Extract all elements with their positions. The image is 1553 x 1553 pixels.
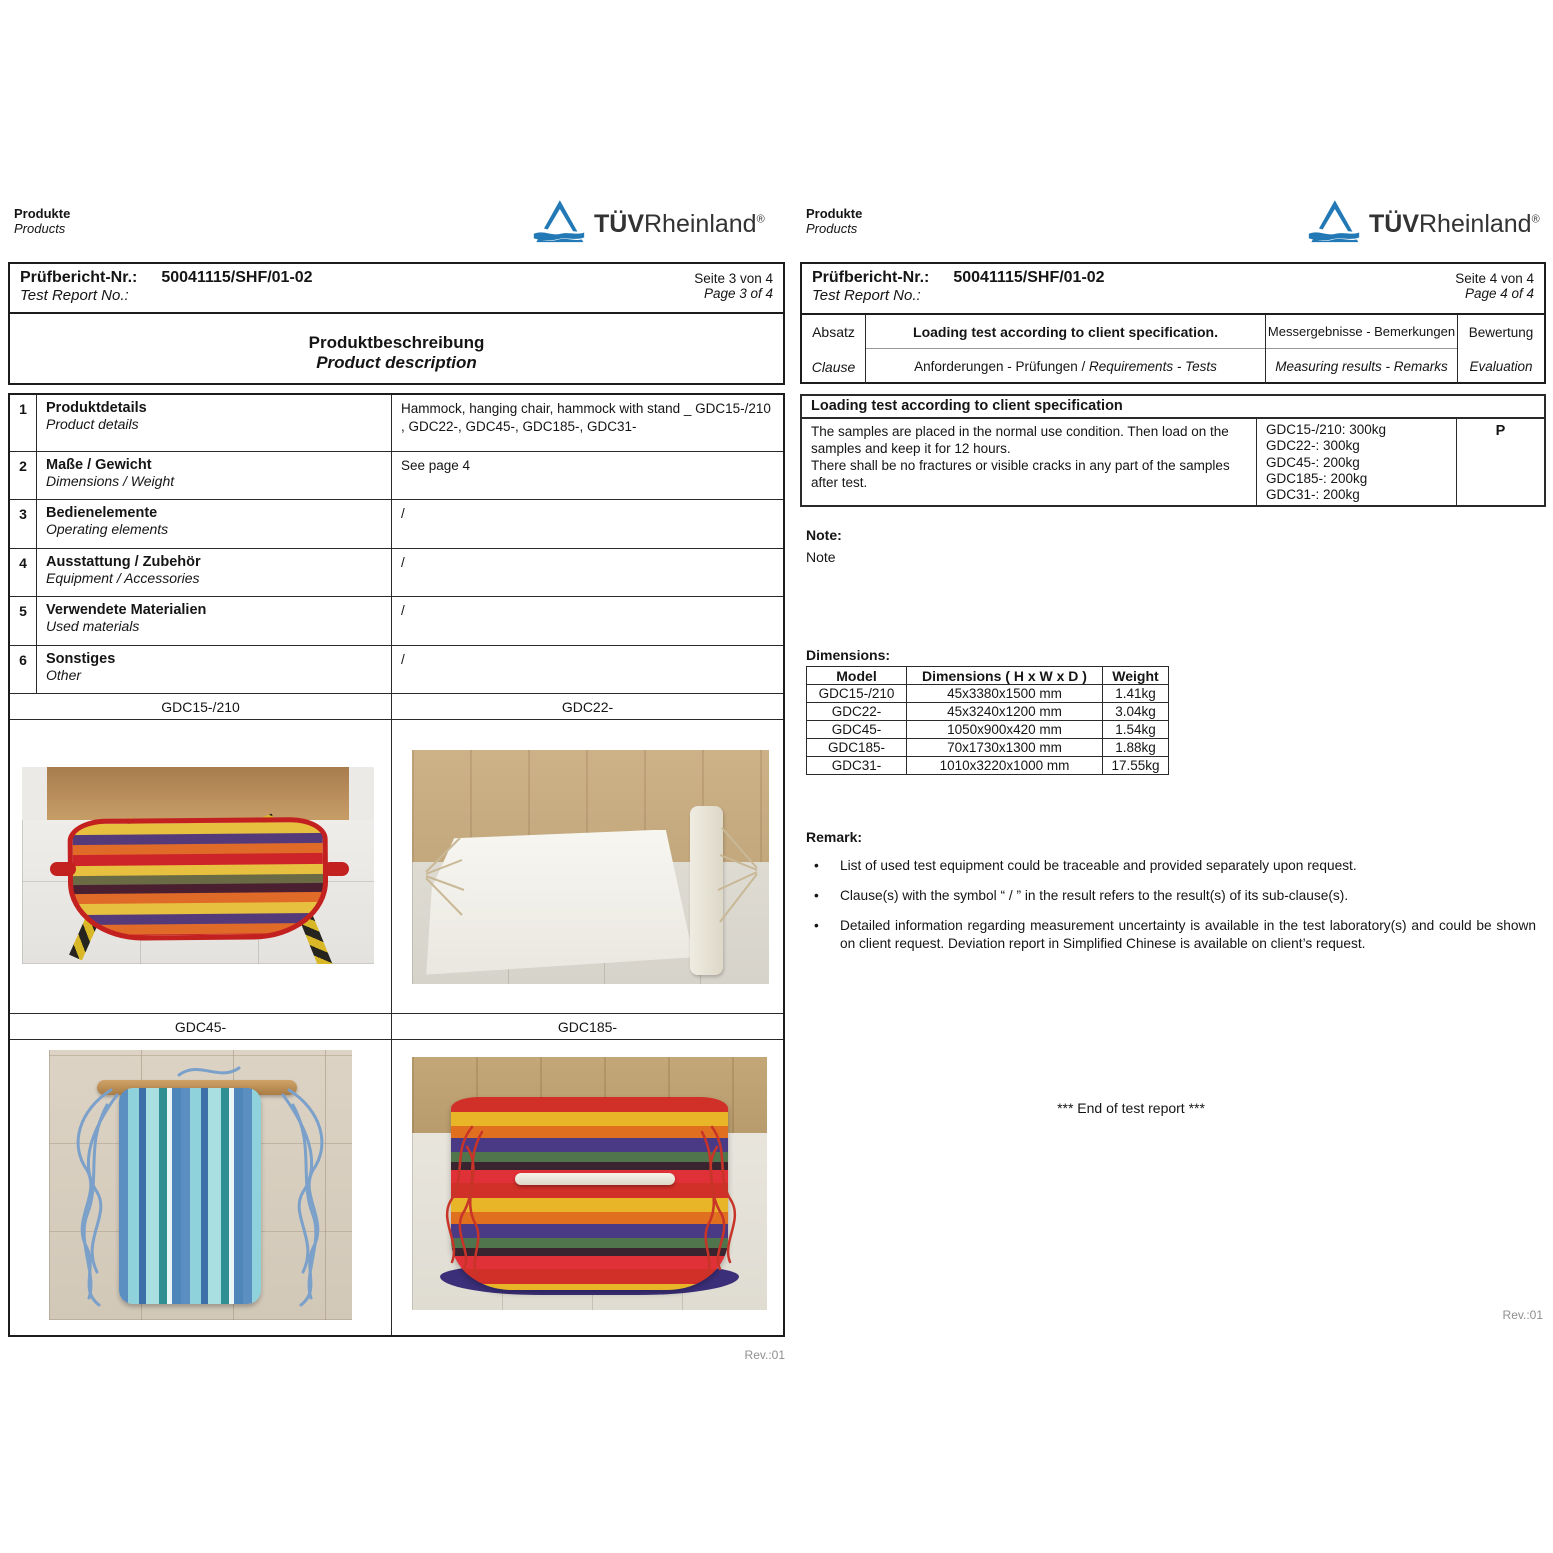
produkte-label: Produkte bbox=[14, 206, 71, 221]
cell-model: GDC185- bbox=[807, 739, 907, 757]
row-label-en: Operating elements bbox=[46, 521, 169, 537]
photo-gdc185-hammock bbox=[412, 1057, 767, 1310]
requirements-de: Anforderungen - Prüfungen / bbox=[914, 359, 1086, 374]
page-indicator bbox=[1455, 269, 1534, 309]
logo-rheinland: Rheinland bbox=[644, 210, 757, 238]
page4-header-box bbox=[800, 262, 1546, 384]
row-number: 5 bbox=[10, 597, 37, 645]
logo-wordmark bbox=[594, 210, 765, 239]
column-measuring-results bbox=[1266, 315, 1458, 384]
report-number: 50041115/SHF/01-02 bbox=[953, 269, 1105, 286]
row-value: / bbox=[401, 555, 405, 570]
page3-corner-label bbox=[14, 206, 70, 236]
remark-list bbox=[806, 857, 1536, 965]
remark-text: Detailed information regarding measurement uncertainty is available in the test laboratory(s) and could be shown on client request. Deviation report in Simplified Chinese is available on client’s request. bbox=[840, 918, 1536, 952]
cell-dimensions: 1010x3220x1000 mm bbox=[907, 757, 1103, 775]
requirements-en: Requirements - Tests bbox=[1089, 359, 1217, 374]
row-label-de: Sonstiges bbox=[46, 651, 116, 667]
page-indicator-de: Seite 4 von 4 bbox=[1455, 271, 1534, 286]
loading-test-title: Loading test according to client specification bbox=[802, 396, 1544, 419]
col-header-model: Model bbox=[807, 667, 907, 685]
test-criteria-text: There shall be no fractures or visible cracks in any part of the samples after test. bbox=[811, 458, 1230, 491]
end-of-report-text: *** End of test report *** bbox=[1057, 1100, 1205, 1116]
photo-gdc22-hammock bbox=[412, 750, 769, 984]
row-value: Hammock, hanging chair, hammock with stand _ GDC15-/210 , GDC22-, GDC45-, GDC185-, GDC31- bbox=[401, 401, 771, 435]
bullet-icon: • bbox=[814, 918, 819, 934]
row-value: / bbox=[401, 506, 405, 521]
cell-weight: 1.88kg bbox=[1103, 739, 1169, 757]
dimensions-table bbox=[806, 666, 1169, 775]
photo-caption-row bbox=[10, 1014, 783, 1040]
row-label-de: Verwendete Materialien bbox=[46, 602, 207, 618]
red-ropes bbox=[412, 1057, 767, 1310]
logo-tuv: TÜV bbox=[1369, 210, 1419, 238]
cell-weight: 3.04kg bbox=[1103, 703, 1169, 721]
tuv-triangle-icon bbox=[1308, 197, 1360, 252]
photo-gdc45-hanging-chair bbox=[49, 1050, 352, 1320]
photo-caption-gdc15: GDC15-/210 bbox=[10, 694, 392, 719]
loading-test-body bbox=[802, 419, 1544, 507]
page3-report-row bbox=[10, 264, 783, 314]
loading-test-results bbox=[1257, 419, 1457, 507]
photo-row-bottom bbox=[10, 1040, 783, 1335]
result-line: GDC22-: 300kg bbox=[1266, 438, 1360, 454]
page4-revision-label: Rev.:01 bbox=[1502, 1308, 1543, 1322]
result-line: GDC15-/210: 300kg bbox=[1266, 422, 1387, 437]
logo-tuv: TÜV bbox=[594, 210, 644, 238]
remark-item bbox=[806, 917, 1536, 953]
products-label: Products bbox=[806, 221, 858, 236]
row-label-de: Maße / Gewicht bbox=[46, 457, 152, 473]
remark-item bbox=[806, 887, 1536, 905]
bullet-icon: • bbox=[814, 858, 819, 873]
cell-dimensions: 45x3380x1500 mm bbox=[907, 685, 1103, 703]
table-row bbox=[807, 721, 1169, 739]
report-label-de: Prüfbericht-Nr.: bbox=[812, 269, 930, 286]
evaluation-header-en: Evaluation bbox=[1469, 359, 1533, 374]
row-value: / bbox=[401, 652, 405, 667]
registered-mark: ® bbox=[1531, 213, 1540, 226]
photo-cell-gdc22 bbox=[392, 720, 783, 1013]
registered-mark: ® bbox=[756, 213, 765, 226]
row-label-de: Ausstattung / Zubehör bbox=[46, 554, 201, 570]
page3-title-block bbox=[10, 314, 783, 373]
row-number: 3 bbox=[10, 500, 37, 548]
absatz-header: Absatz bbox=[812, 324, 855, 340]
table-row bbox=[807, 703, 1169, 721]
page-indicator-en: Page 3 of 4 bbox=[703, 286, 773, 301]
hammock-loop bbox=[323, 862, 349, 876]
product-description-table bbox=[8, 393, 785, 1337]
photo-caption-row bbox=[10, 694, 783, 720]
page-indicator bbox=[694, 269, 773, 308]
loading-test-description bbox=[802, 419, 1257, 507]
col-header-dimensions: Dimensions ( H x W x D ) bbox=[907, 667, 1103, 685]
table-row bbox=[807, 739, 1169, 757]
column-test-title bbox=[866, 315, 1266, 384]
loading-test-header: Loading test according to client specification. bbox=[866, 315, 1265, 349]
page-indicator-de: Seite 3 von 4 bbox=[694, 271, 773, 286]
photo-cell-gdc45 bbox=[10, 1040, 392, 1335]
row-number: 6 bbox=[10, 646, 37, 693]
table-row bbox=[807, 757, 1169, 775]
row-label-en: Dimensions / Weight bbox=[46, 473, 175, 489]
cell-dimensions: 1050x900x420 mm bbox=[907, 721, 1103, 739]
page-indicator-en: Page 4 of 4 bbox=[1464, 286, 1534, 301]
row-label bbox=[37, 597, 392, 645]
row-label-en: Used materials bbox=[46, 618, 140, 634]
hammock-ropes bbox=[412, 750, 769, 984]
cell-model: GDC31- bbox=[807, 757, 907, 775]
column-evaluation bbox=[1458, 315, 1544, 384]
table-row bbox=[807, 685, 1169, 703]
tuv-triangle-icon bbox=[533, 197, 585, 252]
wood-wall bbox=[47, 767, 350, 820]
cell-weight: 1.41kg bbox=[1103, 685, 1169, 703]
products-label: Products bbox=[14, 221, 66, 236]
report-label-en: Test Report No.: bbox=[20, 287, 129, 304]
remark-item bbox=[806, 857, 1536, 875]
row-label bbox=[37, 549, 392, 596]
evaluation-header-de: Bewertung bbox=[1468, 324, 1534, 340]
clause-header: Clause bbox=[811, 358, 856, 375]
cell-dimensions: 70x1730x1300 mm bbox=[907, 739, 1103, 757]
row-label bbox=[37, 395, 392, 451]
report-number: 50041115/SHF/01-02 bbox=[161, 269, 313, 286]
rope-netting bbox=[49, 1050, 352, 1320]
page-title-de: Produktbeschreibung bbox=[308, 333, 485, 352]
result-line: GDC31-: 200kg bbox=[1266, 487, 1360, 503]
table-row-materialien bbox=[10, 597, 783, 646]
cell-weight: 17.55kg bbox=[1103, 757, 1169, 775]
produkte-label: Produkte bbox=[806, 206, 863, 221]
results-header-en: Measuring results - Remarks bbox=[1275, 359, 1448, 374]
row-label-en: Other bbox=[46, 667, 82, 683]
requirements-header-grid bbox=[802, 315, 1544, 384]
row-number: 4 bbox=[10, 549, 37, 596]
cell-model: GDC22- bbox=[807, 703, 907, 721]
cell-dimensions: 45x3240x1200 mm bbox=[907, 703, 1103, 721]
row-value: / bbox=[401, 603, 405, 618]
photo-row-top bbox=[10, 720, 783, 1014]
page4-report-row bbox=[802, 264, 1544, 315]
remark-label: Remark: bbox=[806, 829, 863, 845]
loading-test-box bbox=[800, 394, 1546, 507]
striped-hammock bbox=[67, 817, 329, 941]
page4-corner-label bbox=[806, 206, 862, 236]
table-row-masse-gewicht bbox=[10, 452, 783, 500]
row-label bbox=[37, 500, 392, 548]
dimensions-label: Dimensions: bbox=[806, 647, 891, 663]
table-row-ausstattung bbox=[10, 549, 783, 597]
report-label-en: Test Report No.: bbox=[812, 287, 921, 304]
table-row-produktdetails bbox=[10, 395, 783, 452]
test-procedure-text: The samples are placed in the normal use condition. Then load on the samples and keep it for 12 hours. bbox=[811, 424, 1229, 457]
report-number-block bbox=[20, 269, 313, 308]
logo-wordmark bbox=[1369, 210, 1540, 239]
dimensions-header-row bbox=[807, 667, 1169, 685]
column-absatz-clause bbox=[802, 315, 866, 384]
result-line: GDC45-: 200kg bbox=[1266, 454, 1360, 470]
cell-weight: 1.54kg bbox=[1103, 721, 1169, 739]
tuv-rheinland-logo bbox=[533, 197, 765, 252]
row-label-en: Product details bbox=[46, 416, 139, 432]
page3-revision-label: Rev.:01 bbox=[744, 1348, 785, 1362]
report-label-de: Prüfbericht-Nr.: bbox=[20, 269, 138, 286]
row-label bbox=[37, 646, 392, 693]
table-row-bedienelemente bbox=[10, 500, 783, 549]
photo-caption-gdc185: GDC185- bbox=[557, 1018, 618, 1035]
requirements-header bbox=[866, 349, 1265, 384]
evaluation-result: P bbox=[1495, 423, 1506, 439]
photo-caption-gdc22: GDC22- bbox=[561, 698, 614, 715]
tuv-rheinland-logo bbox=[1308, 197, 1540, 252]
row-number: 1 bbox=[10, 395, 37, 451]
note-label: Note: bbox=[806, 527, 842, 543]
table-row-sonstiges bbox=[10, 646, 783, 694]
row-value: See page 4 bbox=[401, 458, 471, 473]
hammock-loop bbox=[50, 862, 76, 876]
result-line: GDC185-: 200kg bbox=[1266, 470, 1368, 486]
row-number: 2 bbox=[10, 452, 37, 499]
page-title-en: Product description bbox=[316, 353, 477, 372]
page3-header-box bbox=[8, 262, 785, 385]
remark-text: List of used test equipment could be traceable and provided separately upon request. bbox=[840, 858, 1357, 873]
logo-rheinland: Rheinland bbox=[1419, 210, 1532, 238]
note-text: Note bbox=[806, 549, 836, 565]
remark-text: Clause(s) with the symbol “ / ” in the result refers to the result(s) of its sub-clause(s). bbox=[840, 888, 1349, 904]
row-label-de: Bedienelemente bbox=[46, 505, 158, 521]
cell-model: GDC45- bbox=[807, 721, 907, 739]
row-label-de: Produktdetails bbox=[46, 400, 147, 416]
photo-caption-gdc45: GDC45- bbox=[10, 1014, 392, 1039]
photo-cell-gdc15 bbox=[10, 720, 392, 1013]
row-label bbox=[37, 452, 392, 499]
col-header-weight: Weight bbox=[1103, 667, 1169, 685]
results-header-de: Messergebnisse - Bemerkungen bbox=[1266, 315, 1457, 349]
row-label-en: Equipment / Accessories bbox=[46, 570, 200, 586]
bullet-icon: • bbox=[814, 888, 819, 904]
photo-gdc15-hammock bbox=[22, 767, 374, 964]
report-number-block bbox=[812, 269, 1105, 309]
photo-cell-gdc185 bbox=[392, 1040, 783, 1335]
cell-model: GDC15-/210 bbox=[807, 685, 907, 703]
